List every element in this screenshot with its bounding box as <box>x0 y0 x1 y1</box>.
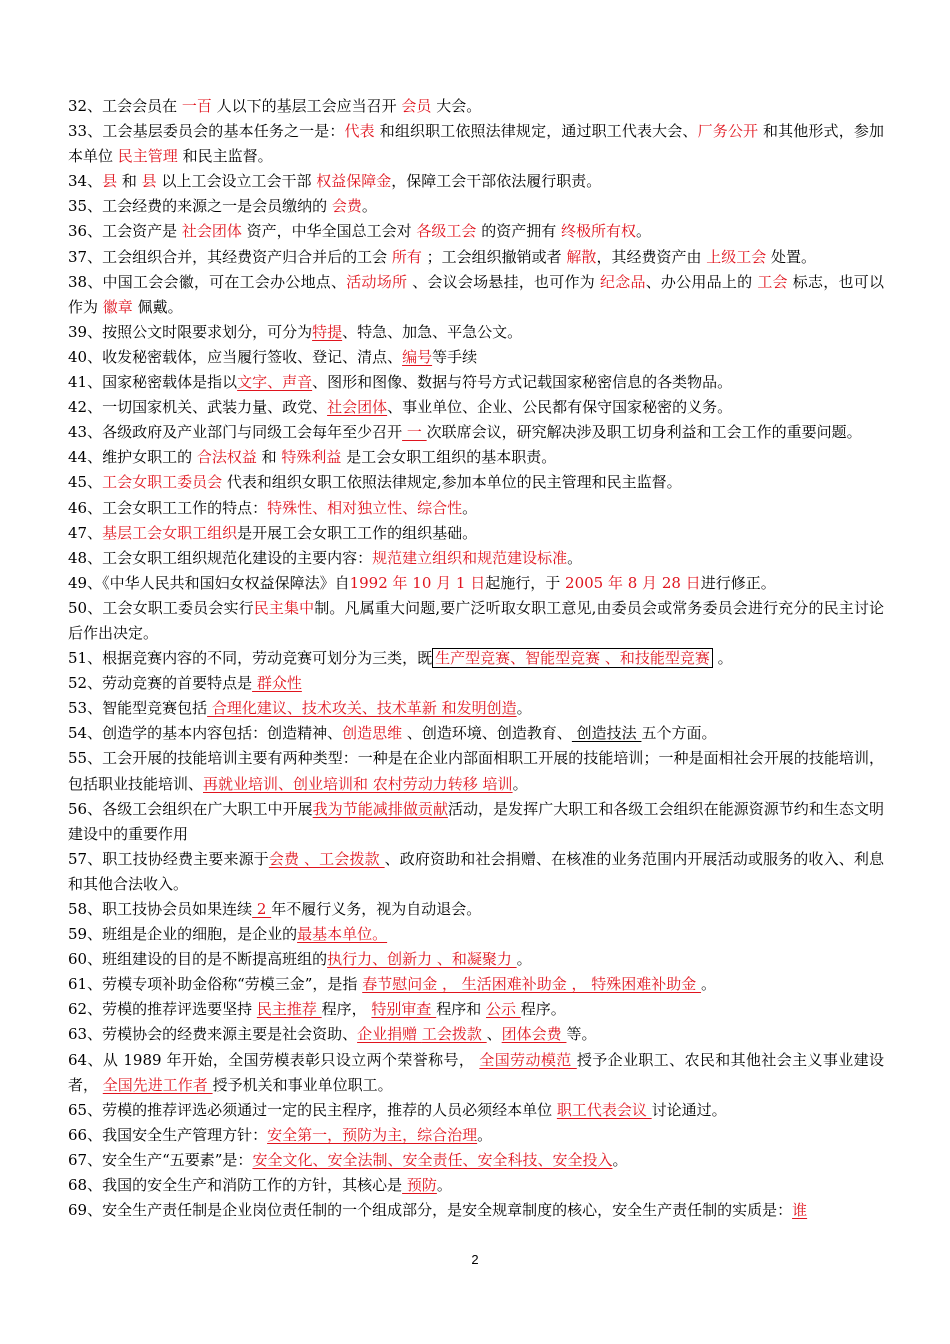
question-text: 讨论通过。 <box>651 1100 727 1119</box>
question-item <box>68 219 884 244</box>
question-text: 、办公用品上的 <box>645 272 758 291</box>
answer-text: 活动场所 <box>346 272 408 291</box>
answer-text: 团体会费 <box>501 1025 567 1044</box>
page-number: 2 <box>471 1252 479 1267</box>
answer-text: 民主推荐 <box>256 1000 322 1019</box>
answer-text: 工会 <box>757 272 788 291</box>
question-item <box>68 470 884 495</box>
question-item <box>68 797 884 847</box>
answer-text: 安全文化、安全法制、安全责任、安全科技、安全投入 <box>252 1150 613 1169</box>
answer-text: 预防 <box>402 1176 437 1195</box>
question-text: 63、劳模协会的经费来源主要是社会资助、 <box>68 1025 358 1044</box>
question-text: 人以下的基层工会应当召开 <box>211 97 402 115</box>
answer-text: 特提 <box>312 322 343 341</box>
question-text: 47、 <box>68 523 103 542</box>
question-text: 处置。 <box>766 247 817 266</box>
answer-text: 职工代表会议 <box>556 1100 652 1119</box>
question-text: 35、工会经费的来源之一是会员缴纳的 <box>68 197 332 216</box>
question-text: 程序。 <box>520 1000 566 1019</box>
question-text: 40、收发秘密载体，应当履行签收、登记、清点、 <box>68 347 403 366</box>
question-text: ；工会组织撤销或者 <box>421 247 567 266</box>
question-text: 制。凡属重大问题,要广泛听取女职工意见,由委员会或常务委员会进行充分的民主讨论后作出决定。 <box>68 598 884 642</box>
question-text: 是开展工会女职工工作的组织基础。 <box>237 523 478 542</box>
question-text: 37、工会组织合并，其经费资产归合并后的工会 <box>68 247 392 266</box>
question-text: 。 <box>512 774 528 793</box>
question-text: 62、劳模的推荐评选要坚持 <box>68 1000 257 1019</box>
question-text: 和 <box>117 172 142 191</box>
question-item <box>68 420 884 445</box>
answer-text: 文字、声音 <box>237 373 313 392</box>
answer-text: 全国劳动模范 <box>479 1050 577 1069</box>
answer-text: 2005 年 8 月 28 日 <box>565 573 701 592</box>
question-item <box>68 596 884 646</box>
question-item <box>68 395 884 420</box>
answer-text: 生产型竞赛、智能型竞赛 、和技能型竞赛 <box>432 648 713 668</box>
answer-text: 一 <box>402 423 427 442</box>
answer-text: 企业捐赠 <box>357 1025 422 1044</box>
question-text: 45、 <box>68 473 103 492</box>
question-item <box>68 94 884 119</box>
question-item <box>68 1148 884 1173</box>
question-text: 58、职工技协会员如果连续 <box>68 900 253 918</box>
question-text: 56、各级工会组织在广大职工中开展 <box>68 799 313 818</box>
question-item <box>68 521 884 546</box>
question-text: 50、工会女职工委员会实行 <box>68 598 254 617</box>
question-text: ，其经费资产由 <box>596 247 707 266</box>
answer-text: 权益保障金 <box>316 172 392 191</box>
question-item <box>68 270 884 320</box>
question-text: 和 <box>256 448 282 467</box>
question-item <box>68 696 884 721</box>
answer-text: 特殊性、相对独立性、综合性 <box>267 498 463 517</box>
answer-text: 工会女职工委员会 <box>102 473 223 492</box>
answer-text: 民主集中 <box>253 598 315 617</box>
question-text: 起施行，于 <box>485 573 566 592</box>
question-text: 等手续 <box>432 347 478 366</box>
question-item <box>68 947 884 972</box>
question-text: 、事业单位、企业、公民都有保守国家秘密的义务。 <box>387 398 733 417</box>
question-text: 进行修正。 <box>700 573 776 592</box>
question-item <box>68 345 884 370</box>
question-text: 68、我国的安全生产和消防工作的方针，其核心是 <box>68 1176 403 1195</box>
answer-text: 县 <box>141 172 157 191</box>
question-text: 64、从 1989 年开始，全国劳模表彰只设立两个荣誉称号， <box>68 1050 480 1069</box>
answer-text: 再就业培训、创业培训和 农村劳动力转移 培训 <box>203 774 513 793</box>
answer-text: 会费 <box>331 197 362 216</box>
question-text: 是工会女职工组织的基本职责。 <box>341 448 557 467</box>
answer-text: 民主管理 <box>117 147 178 166</box>
question-item <box>68 897 884 922</box>
question-text: ，保障工会干部依法履行职责。 <box>391 172 602 191</box>
question-text: 57、职工技协经费主要来源于 <box>68 849 269 868</box>
question-text: 、特急、加急、平急公文。 <box>342 322 523 341</box>
question-item <box>68 169 884 194</box>
answer-text: 工会拨款 <box>421 1025 487 1044</box>
answer-text: 社会团体 <box>327 398 388 417</box>
answer-text: 各级工会 <box>416 222 477 241</box>
question-item <box>68 194 884 219</box>
question-item <box>68 1173 884 1198</box>
question-text: 代表和组织女职工依照法律规定,参加本单位的民主管理和民主监督。 <box>222 473 682 492</box>
question-text: 。 <box>636 222 652 241</box>
answer-text: 2 <box>252 900 272 918</box>
answer-text: 一百 <box>181 97 212 115</box>
question-item <box>68 370 884 395</box>
question-text: 60、班组建设的目的是不断提高班组的 <box>68 950 328 969</box>
answer-text: 最基本单位。 <box>297 925 388 944</box>
question-text: 34、 <box>68 172 103 191</box>
question-item <box>68 646 884 671</box>
question-text: 44、维护女职工的 <box>68 448 197 467</box>
question-item <box>68 119 884 169</box>
question-text: 和民主监督。 <box>177 147 273 166</box>
question-item <box>68 1098 884 1123</box>
question-text: 。 <box>436 1176 452 1195</box>
question-text: 。 <box>712 649 733 668</box>
answer-text: 谁 <box>792 1201 808 1220</box>
question-text: 创造技法 <box>571 724 642 743</box>
question-text: 授予企业职工、农民和其他社会主义事业建设者， <box>68 1050 884 1094</box>
answer-text: 我为节能减排做贡献 <box>312 799 448 818</box>
answer-text: 社会团体 <box>181 222 242 241</box>
question-text: 49、《中华人民共和国妇女权益保障法》自 <box>68 573 350 592</box>
question-item <box>68 721 884 746</box>
question-text: 38、中国工会会徽，可在工会办公地点、 <box>68 272 347 291</box>
answer-text: 全国先进工作者 <box>102 1075 213 1094</box>
answer-text: 合法权益 <box>196 448 257 467</box>
question-text: 。 <box>516 950 532 969</box>
question-text: 67、安全生产“五要素”是： <box>68 1150 253 1169</box>
answer-text: 会员 <box>401 97 432 115</box>
question-text: 66、我国安全生产管理方针： <box>68 1125 268 1144</box>
question-text: 佩戴。 <box>132 297 183 316</box>
question-text: 、图形和图像、数据与符号方式记载国家秘密信息的各类物品。 <box>312 373 733 392</box>
question-text: 54、创造学的基本内容包括：创造精神、 <box>68 724 343 743</box>
question-text: 次联席会议，研究解决涉及职工切身利益和工会工作的重要问题。 <box>426 423 862 442</box>
question-text: 55、工会开展的技能培训主要有两种类型：一种是在企业内部面相职工开展的技能培训；一种是面相社会开展的技能培训，包括职业技能培训、 <box>68 749 884 793</box>
question-text: 大会。 <box>431 97 482 115</box>
question-text: 65、劳模的推荐评选必须通过一定的民主程序，推荐的人员必须经本单位 <box>68 1100 557 1119</box>
question-item <box>68 1198 884 1223</box>
answer-text: 会费 、工会拨款 <box>268 849 385 868</box>
answer-text: 解散 <box>566 247 597 266</box>
question-text: 授予机关和事业单位职工。 <box>212 1075 393 1094</box>
question-text: 等。 <box>566 1025 597 1044</box>
question-item <box>68 546 884 571</box>
question-text: 资产，中华全国总工会对 <box>241 222 417 241</box>
answer-text: 徽章 <box>102 297 133 316</box>
question-text: 。 <box>462 498 478 517</box>
question-text: 42、一切国家机关、武装力量、政党、 <box>68 398 328 417</box>
question-text: 标志，也可以作为 <box>68 272 884 316</box>
question-text: 。 <box>567 548 583 567</box>
question-text: 43、各级政府及产业部门与同级工会每年至少召开 <box>68 423 403 442</box>
question-text: 52、劳动竞赛的首要特点是 <box>68 674 253 693</box>
answer-text: 规范建立组织和规范建设标准 <box>372 548 568 567</box>
question-item <box>68 1022 884 1047</box>
question-item <box>68 746 884 796</box>
question-item <box>68 245 884 270</box>
answer-text: 执行力、创新力 、和凝聚力 <box>327 950 517 969</box>
question-item <box>68 320 884 345</box>
question-text: 32、工会会员在 <box>68 97 182 115</box>
answer-text: 1992 年 10 月 1 日 <box>349 573 486 592</box>
answer-text: 上级工会 <box>706 247 767 266</box>
answer-text: 基层工会女职工组织 <box>102 523 238 542</box>
answer-text: 终极所有权 <box>560 222 636 241</box>
question-text: 48、工会女职工组织规范化建设的主要内容： <box>68 548 373 567</box>
question-text: 。 <box>477 1125 493 1144</box>
question-text: 。 <box>612 1150 628 1169</box>
question-item <box>68 571 884 596</box>
question-item <box>68 671 884 696</box>
question-text: 、会议会场悬挂，也可作为 <box>407 272 600 291</box>
document-page <box>68 94 884 1223</box>
question-text: 、创造环境、创造教育、 <box>402 724 572 743</box>
answer-text: 群众性 <box>252 674 302 693</box>
question-text: 。 <box>516 699 532 718</box>
question-text: 和其他形式，参加本单位 <box>68 122 884 166</box>
question-text: 年不履行义务，视为自动退会。 <box>271 900 482 918</box>
question-text: 33、工会基层委员会的基本任务之一是： <box>68 122 345 141</box>
question-text: 59、班组是企业的细胞，是企业的 <box>68 925 298 944</box>
answer-text: 编号 <box>402 347 433 366</box>
answer-text: 特殊利益 <box>281 448 342 467</box>
answer-text: 代表 <box>344 122 375 141</box>
question-text: 、 <box>486 1025 502 1044</box>
question-text: 以上工会设立工会干部 <box>156 172 317 191</box>
question-text: 活动，是发挥广大职工和各级工会组织在能源资源节约和生态文明建设中的重要作用 <box>68 799 884 843</box>
question-item <box>68 997 884 1022</box>
question-text: 51、根据竞赛内容的不同，劳动竞赛可划分为三类，既 <box>68 649 433 668</box>
answer-text: 特别审查 <box>371 1000 437 1019</box>
answer-text: 春节慰问金 ， 生活困难补助金 ， 特殊困难补助金 <box>362 975 702 994</box>
question-text: 五个方面。 <box>641 724 717 743</box>
question-item <box>68 847 884 897</box>
answer-text: 纪念品 <box>600 272 646 291</box>
question-text: 。 <box>701 975 717 994</box>
question-text: 39、按照公文时限要求划分，可分为 <box>68 322 313 341</box>
question-text: 46、工会女职工工作的特点： <box>68 498 268 517</box>
question-text: 程序和 <box>436 1000 486 1019</box>
answer-text: 厂务公开 <box>697 122 759 141</box>
question-item <box>68 1123 884 1148</box>
question-item <box>68 445 884 470</box>
answer-text: 公示 <box>485 1000 521 1019</box>
answer-text: 所有 <box>391 247 422 266</box>
question-text: 。 <box>361 197 377 216</box>
answer-text: 县 <box>102 172 118 191</box>
question-text: 和组织职工依照法律规定，通过职工代表大会、 <box>374 122 698 141</box>
answer-text: 合理化建议、技术攻关、技术革新 和发明创造 <box>207 699 517 718</box>
question-text: 36、工会资产是 <box>68 222 182 241</box>
question-text: 、政府资助和社会捐赠、在核准的业务范围内开展活动或服务的收入、利息和其他合法收入。 <box>68 849 884 893</box>
question-text: 程序， <box>321 1000 372 1019</box>
question-item <box>68 972 884 997</box>
question-item <box>68 496 884 521</box>
question-text: 41、国家秘密载体是指以 <box>68 373 238 392</box>
question-text: 69、安全生产责任制是企业岗位责任制的一个组成部分，是安全规章制度的核心，安全生产责任制的实质是： <box>68 1201 793 1220</box>
answer-text: 创造思维 <box>342 724 403 743</box>
question-text: 的资产拥有 <box>476 222 561 241</box>
question-item <box>68 1048 884 1098</box>
question-text: 61、劳模专项补助金俗称“劳模三金”，是指 <box>68 975 363 994</box>
answer-text: 安全第一，预防为主，综合治理 <box>267 1125 478 1144</box>
question-item <box>68 922 884 947</box>
question-text: 53、智能型竞赛包括 <box>68 699 208 718</box>
